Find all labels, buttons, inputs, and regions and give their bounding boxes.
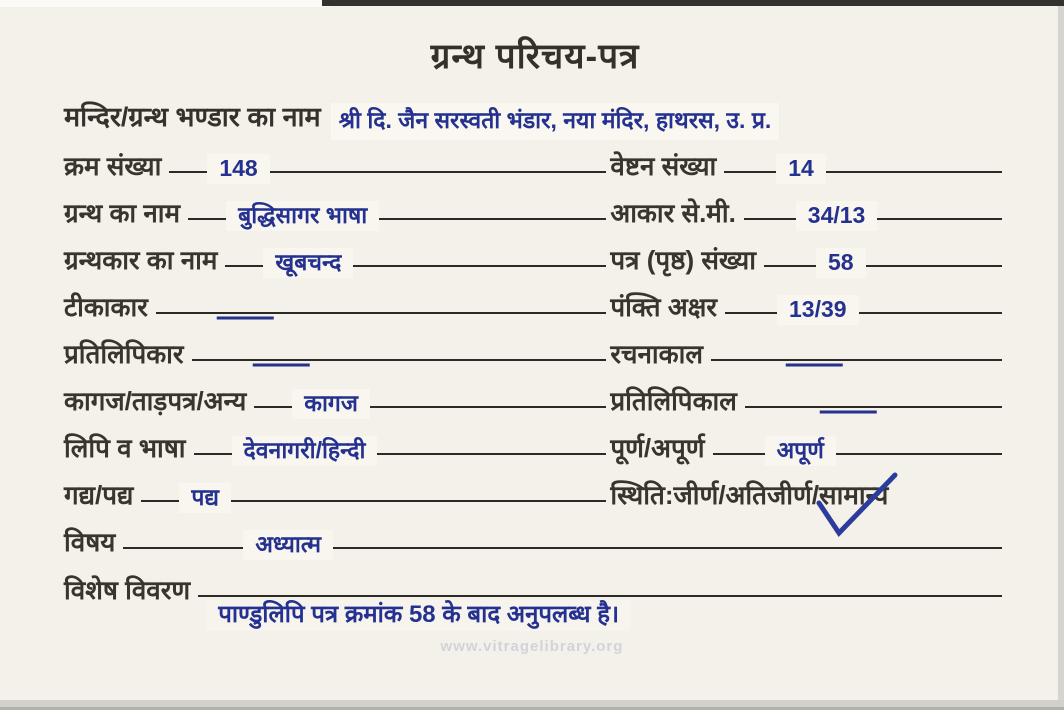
field-bundle-number [610, 150, 1006, 197]
field-composition-date [610, 338, 1006, 385]
field-value: अपूर्ण [765, 436, 836, 467]
full-width-rows [64, 526, 1006, 628]
field-value: 34/13 [796, 201, 878, 232]
ruled-line [744, 201, 1002, 228]
field-value: खूबचन्द [263, 248, 353, 279]
field-subject [64, 526, 1006, 574]
pen-dash: — [785, 346, 839, 380]
ruled-line [745, 393, 1002, 427]
field-serial-number [64, 150, 610, 197]
ruled-line [254, 389, 606, 416]
pen-dash: — [252, 346, 306, 380]
form-grid [64, 150, 1006, 526]
checked-option-label: सामान्य [819, 479, 889, 510]
field-label: गद्य/पद्य [64, 479, 134, 510]
field-copy-date [610, 385, 1006, 432]
ruled-line [725, 295, 1002, 322]
field-value: श्री दि. जैन सरस्वती भंडार, नया मंदिर, हाथरस, उ. प्र. [331, 103, 780, 140]
field-complete-incomplete [610, 432, 1006, 479]
ruled-line [198, 595, 1002, 628]
field-lines-characters [610, 291, 1006, 338]
watermark: www.vitragelibrary.org [440, 638, 624, 655]
ruled-line [141, 483, 606, 510]
field-value: 58 [816, 248, 866, 279]
page-title: ग्रन्थ परिचय-पत्र [430, 37, 640, 76]
ruled-line [194, 436, 607, 463]
field-label: प्रतिलिपिकार [64, 338, 184, 369]
card-content [64, 26, 1006, 628]
field-material [64, 385, 610, 432]
ruled-line [711, 346, 1002, 380]
scan-edge-top-dark [322, 0, 1064, 6]
field-special-details [64, 574, 1006, 628]
field-value: पाण्डुलिपि पत्र क्रमांक 58 के बाद अनुपलब्ध है। [206, 600, 631, 632]
field-label: विषय [64, 526, 116, 557]
ruled-line [764, 248, 1002, 275]
field-label: स्थिति:जीर्ण/अतिजीर्ण/ [610, 479, 820, 510]
field-label: ग्रन्थ का नाम [64, 197, 181, 228]
field-label: पत्र (पृष्ठ) संख्या [610, 244, 756, 275]
field-author-name [64, 244, 610, 291]
pen-dash: — [216, 299, 270, 333]
ruled-line [156, 299, 606, 333]
field-value: कागज [292, 389, 370, 420]
field-label: पंक्ति अक्षर [610, 291, 717, 322]
ruled-line [713, 436, 1002, 463]
field-label: लिपि व भाषा [64, 432, 186, 463]
field-value: अध्यात्म [243, 530, 333, 561]
field-value: 14 [776, 154, 826, 185]
ruled-line [169, 154, 606, 181]
field-value: पद्य [179, 483, 231, 514]
field-bhandar-name [64, 101, 1006, 140]
field-label: विशेष विवरण [64, 574, 191, 605]
scan-edge-right [1058, 0, 1064, 710]
field-value: देवनागरी/हिन्दी [232, 436, 378, 467]
field-prose-verse [64, 479, 610, 526]
field-leaf-count [610, 244, 1006, 291]
scan-edge-top-light [0, 0, 330, 7]
field-scribe [64, 338, 610, 385]
field-label: आकार से.मी. [610, 197, 736, 228]
checked-option [819, 479, 888, 513]
pen-dash: — [819, 393, 873, 427]
field-label: कागज/ताड़पत्र/अन्य [64, 385, 247, 416]
field-commentator [64, 291, 610, 338]
field-label: टीकाकार [64, 291, 148, 322]
field-label: प्रतिलिपिकाल [610, 385, 737, 416]
field-condition [610, 479, 1006, 526]
ruled-line [724, 154, 1002, 181]
field-script-language [64, 432, 610, 479]
field-label: रचनाकाल [610, 338, 703, 369]
field-label: पूर्ण/अपूर्ण [610, 432, 705, 463]
ruled-line [225, 248, 606, 275]
ruled-line [192, 346, 607, 380]
field-value: 13/39 [777, 295, 859, 326]
ruled-line [188, 201, 606, 228]
field-book-name [64, 197, 610, 244]
field-label: मन्दिर/ग्रन्थ भण्डार का नाम [64, 102, 321, 132]
field-label: ग्रन्थकार का नाम [64, 244, 218, 275]
field-label: वेष्टन संख्या [610, 150, 717, 181]
ruled-line [123, 530, 1002, 557]
field-value: 148 [207, 154, 269, 185]
field-value: बुद्धिसागर भाषा [226, 201, 379, 232]
field-size-cm [610, 197, 1006, 244]
field-label: क्रम संख्या [64, 150, 162, 181]
